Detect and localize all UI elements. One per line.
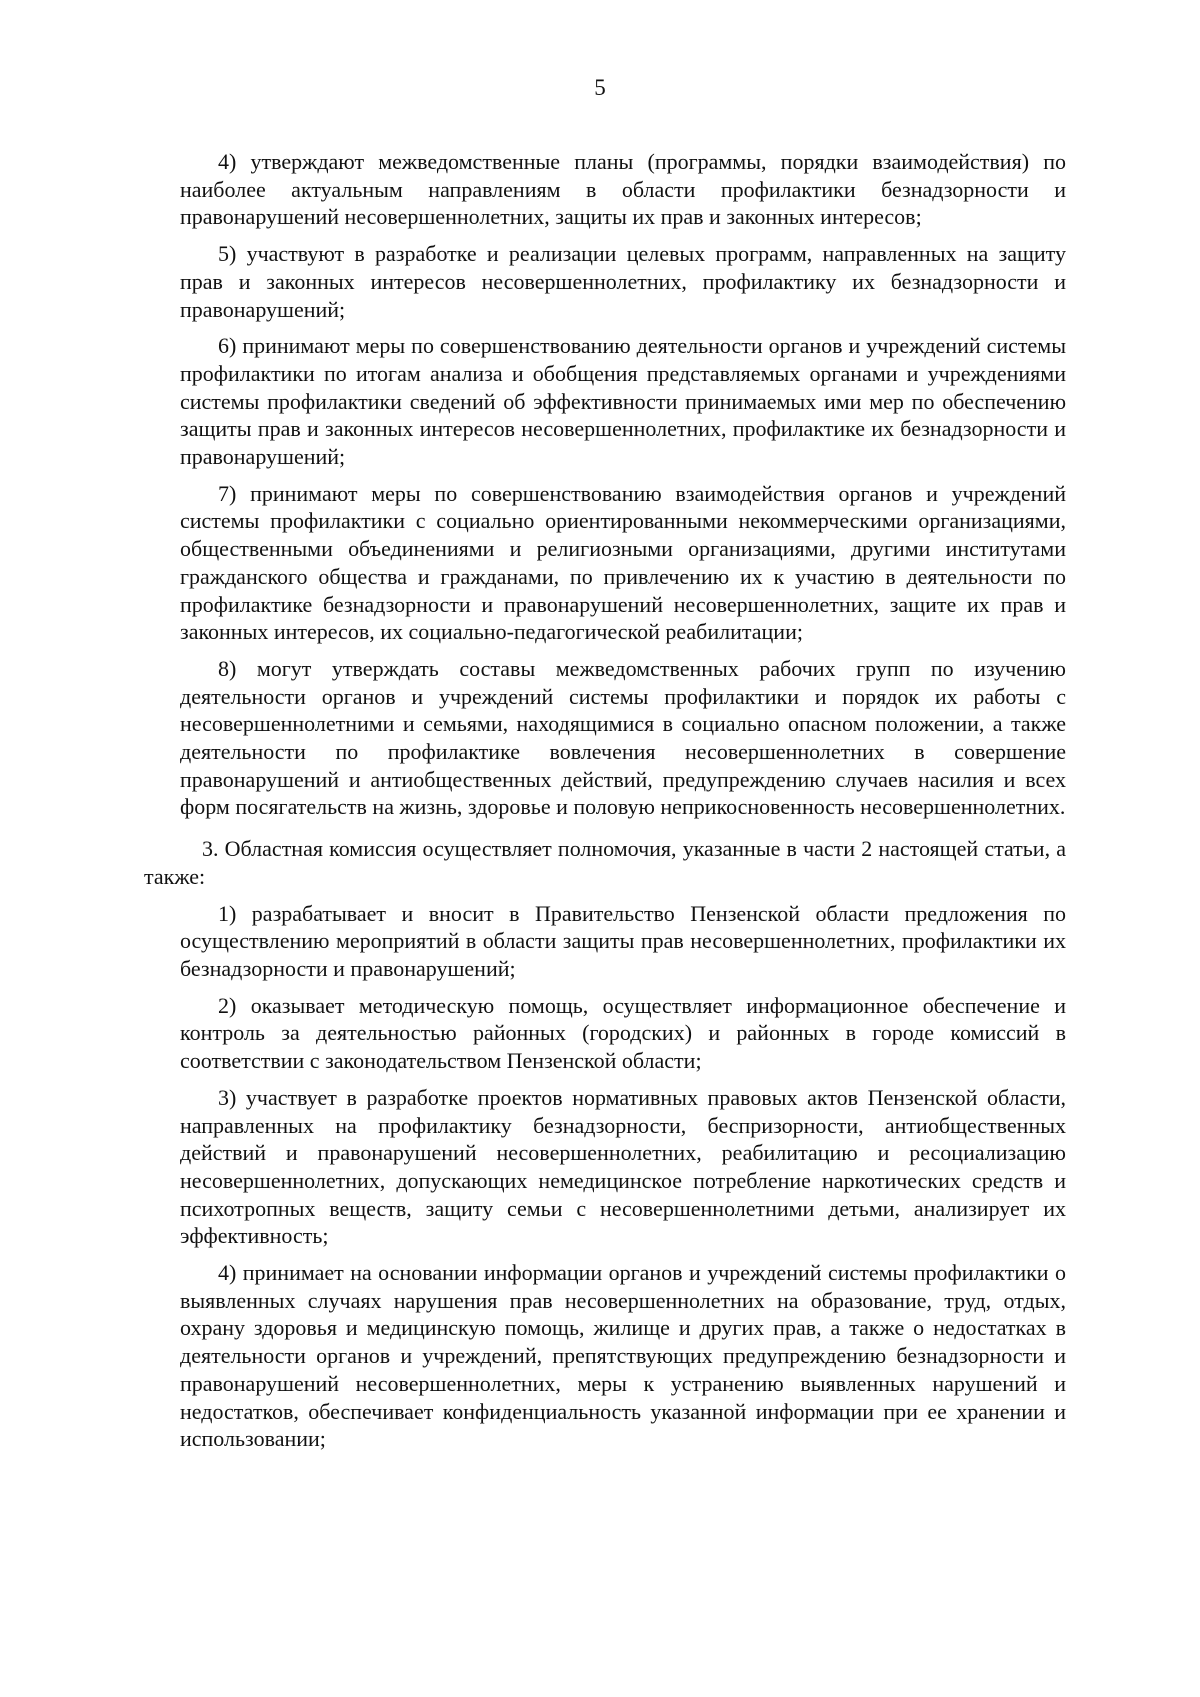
section-item-2: 2) оказывает методическую помощь, осуществляет информационное обеспечение и контроль за деятельностью районных (городских) и районных в городе комиссий в соответствии с законодательством Пензенской области; [180,992,1066,1074]
section-item-4: 4) принимает на основании информации органов и учреждений системы профилактики о выявленных случаях нарушения прав несовершеннолетних на образование, труд, отдых, охрану здоровья и медицинскую помощь, жилище и других прав, а также о недостатках в деятельности органов и учреждений, препятствующих предупреждению безнадзорности и правонарушений несовершеннолетних, меры к устранению выявленных нарушений и недостатков, обеспечивает конфиденциальность указанной информации при ее хранении и использовании; [180,1260,1066,1452]
paragraph-item-5: 5) участвуют в разработке и реализации целевых программ, направленных на защиту прав и законных интересов несовершеннолетних, профилактику их безнадзорности и правонарушений; [180,241,1066,322]
page-number: 5 [594,75,606,100]
section-item-3: 3) участвует в разработке проектов нормативных правовых актов Пензенской области, направленных на профилактику безнадзорности, беспризорности, антиобщественных действий и правонарушений несовершеннолетних, реабилитацию и ресоциализацию несовершеннолетних, допускающих немедицинское потребление наркотических средств и психотропных веществ, защиту семьи с несовершеннолетними детьми, анализирует их эффективность; [180,1084,1066,1249]
paragraph-item-7: 7) принимают меры по совершенствованию взаимодействия органов и учреждений системы профилактики с социально ориентированными некоммерческими организациями, общественными объединениями и религиозными организациями, другими институтами гражданского общества и гражданами, по привлечению их к участию в деятельности по профилактике безнадзорности и правонарушений несовершеннолетних, защите их прав и законных интересов, их социально-педагогической реабилитации; [180,480,1066,645]
section-item-1: 1) разрабатывает и вносит в Правительство Пензенской области предложения по осуществлению мероприятий в области защиты прав несовершеннолетних, профилактики их безнадзорности и правонарушений; [180,900,1066,981]
paragraph-item-4: 4) утверждают межведомственные планы (программы, порядки взаимодействия) по наиболее актуальным направлениям в области профилактики безнадзорности и правонарушений несовершеннолетних, защиты их прав и законных интересов; [180,149,1066,230]
section-3-intro: 3. Областная комиссия осуществляет полномочия, указанные в части 2 настоящей статьи, а также: [144,836,1066,889]
paragraph-item-8: 8) могут утверждать составы межведомственных рабочих групп по изучению деятельности органов и учреждений системы профилактики и порядок их работы с несовершеннолетними и семьями, находящимися в социально опасном положении, а также деятельности по профилактике вовлечения несовершеннолетних в совершение правонарушений и антиобщественных действий, предупреждению случаев насилия и всех форм посягательств на жизнь, здоровье и половую неприкосновенность несовершеннолетних. [180,655,1066,820]
paragraph-item-6: 6) принимают меры по совершенствованию деятельности органов и учреждений системы профилактики по итогам анализа и обобщения представляемых органами и учреждениями системы профилактики сведений об эффективности принимаемых ими мер по обеспечению защиты прав и законных интересов несовершеннолетних, профилактике их безнадзорности и правонарушений; [180,333,1066,470]
document-body [144,148,1066,1462]
